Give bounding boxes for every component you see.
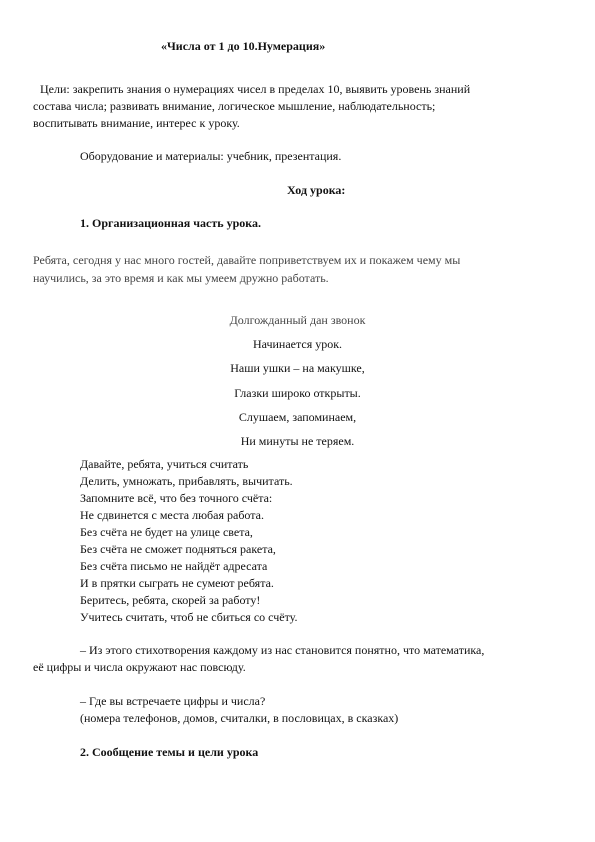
question-line: (номера телефонов, домов, считалки, в пословицах, в сказках) [80, 711, 399, 725]
document-title: «Числа от 1 до 10.Нумерация» [161, 39, 326, 53]
poem-line: Запомните всё, что без точного счёта: [80, 491, 273, 505]
remark-line: её цифры и числа окружают нас повсюду. [33, 660, 246, 674]
poem-line: Без счёта не будет на улице света, [80, 525, 253, 539]
question-line: – Где вы встречаете цифры и числа? [80, 694, 266, 708]
poem-line: Без счёта письмо не найдёт адресата [80, 559, 268, 573]
section-heading-1: 1. Организационная часть урока. [80, 216, 261, 230]
poem-line: Глазки широко открыты. [234, 386, 361, 400]
goals-line: воспитывать внимание, интерес к уроку. [33, 116, 240, 130]
goals-line: Цели: закрепить знания о нумерациях чисел в пределах 10, выявить уровень знаний [40, 82, 471, 96]
poem-line: Долгожданный дан звонок [229, 313, 366, 327]
remark-line: – Из этого стихотворения каждому из нас становится понятно, что математика, [80, 643, 485, 657]
lesson-heading: Ход урока: [287, 183, 346, 197]
poem-line: Не сдвинется с места любая работа. [80, 508, 264, 522]
poem-line: Давайте, ребята, учиться считать [80, 457, 249, 471]
poem-line: Наши ушки – на макушке, [230, 361, 365, 375]
poem-line: И в прятки сыграть не сумеют ребята. [80, 576, 274, 590]
section-heading-2: 2. Сообщение темы и цели урока [80, 745, 259, 759]
intro-line: Ребята, сегодня у нас много гостей, давайте поприветствуем их и покажем чему мы [33, 253, 461, 267]
intro-line: научились, за это время и как мы умеем дружно работать. [33, 271, 329, 285]
poem-line: Начинается урок. [252, 337, 343, 351]
poem-line: Без счёта не сможет подняться ракета, [80, 542, 276, 556]
poem-line: Слушаем, запоминаем, [238, 410, 357, 424]
equipment-line: Оборудование и материалы: учебник, презентация. [80, 149, 342, 163]
poem-line: Ни минуты не теряем. [240, 434, 355, 448]
poem-line: Беритесь, ребята, скорей за работу! [80, 593, 261, 607]
poem-line: Делить, умножать, прибавлять, вычитать. [80, 474, 293, 488]
poem-line: Учитесь считать, чтоб не сбиться со счёту. [80, 610, 298, 624]
goals-line: состава числа; развивать внимание, логическое мышление, наблюдательность; [33, 99, 436, 113]
